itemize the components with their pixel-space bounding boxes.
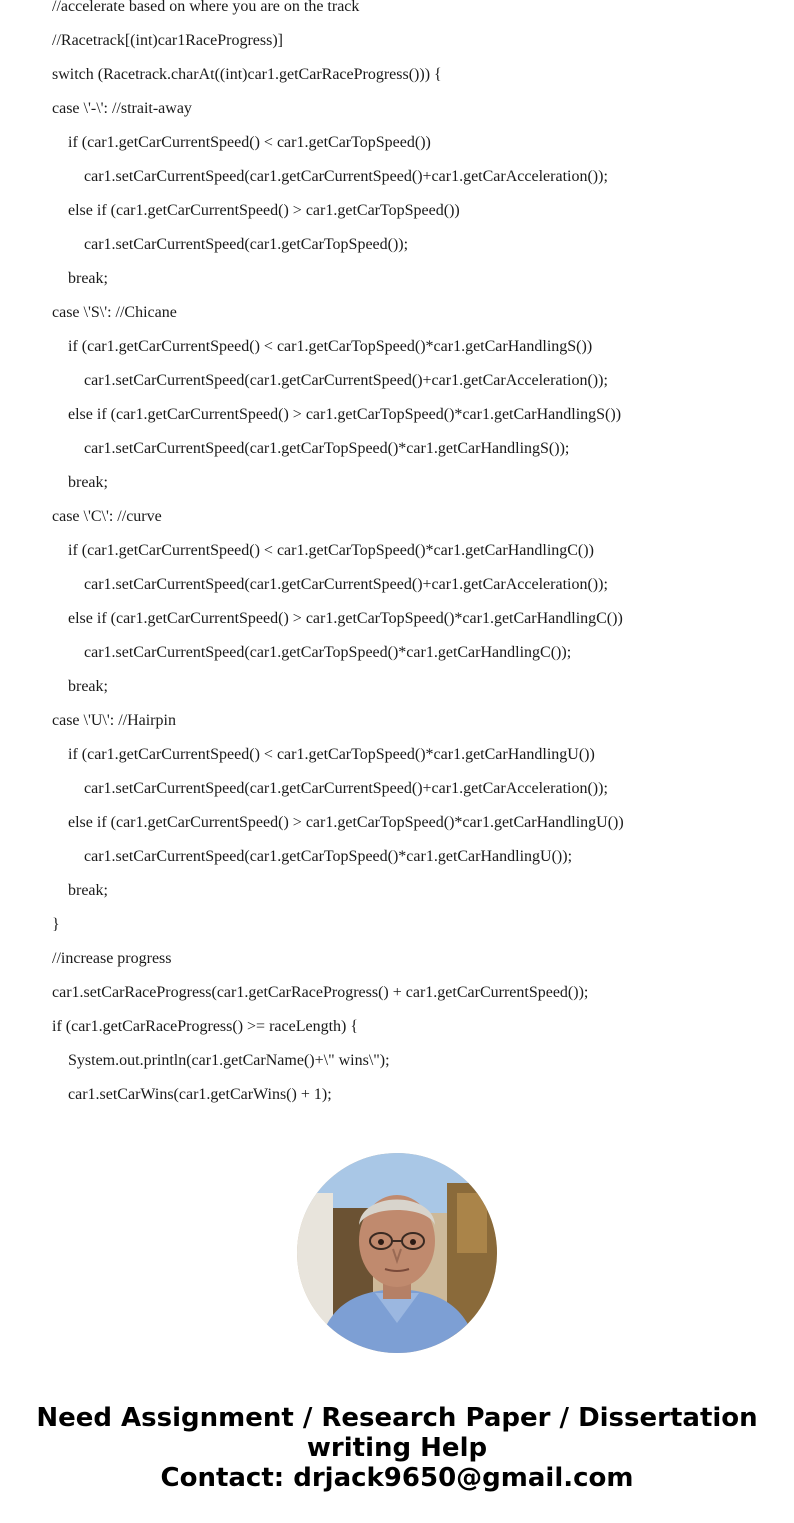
code-line: else if (car1.getCarCurrentSpeed() > car1.getCarTopSpeed()*car1.getCarHandlingC()) — [68, 610, 623, 627]
code-line: if (car1.getCarCurrentSpeed() < car1.getCarTopSpeed()*car1.getCarHandlingU()) — [68, 746, 595, 763]
code-line: switch (Racetrack.charAt((int)car1.getCarRaceProgress())) { — [52, 66, 442, 83]
code-line: car1.setCarCurrentSpeed(car1.getCarTopSpeed()); — [84, 236, 409, 253]
code-line: car1.setCarCurrentSpeed(car1.getCarCurrentSpeed()+car1.getCarAcceleration()); — [84, 168, 608, 185]
code-line: System.out.println(car1.getCarName()+\" wins\"); — [68, 1052, 390, 1069]
promo-line-1: Need Assignment / Research Paper / Dissertation — [36, 1403, 758, 1433]
code-line: case \'C\': //curve — [52, 508, 162, 525]
code-line: else if (car1.getCarCurrentSpeed() > car1.getCarTopSpeed()*car1.getCarHandlingU()) — [68, 814, 624, 831]
code-line: if (car1.getCarCurrentSpeed() < car1.getCarTopSpeed()*car1.getCarHandlingS()) — [68, 338, 593, 355]
code-line: //increase progress — [52, 950, 172, 967]
code-line: car1.setCarRaceProgress(car1.getCarRaceProgress() + car1.getCarCurrentSpeed()); — [52, 984, 589, 1001]
code-line: car1.setCarWins(car1.getCarWins() + 1); — [68, 1086, 332, 1103]
code-line: if (car1.getCarRaceProgress() >= raceLength) { — [52, 1018, 359, 1035]
promo-banner — [0, 1403, 794, 1493]
author-portrait-avatar — [297, 1153, 497, 1353]
code-line: car1.setCarCurrentSpeed(car1.getCarTopSpeed()*car1.getCarHandlingS()); — [84, 440, 570, 457]
code-line: car1.setCarCurrentSpeed(car1.getCarTopSpeed()*car1.getCarHandlingU()); — [84, 848, 573, 865]
code-line: break; — [68, 474, 108, 491]
code-line: case \'S\': //Chicane — [52, 304, 177, 321]
code-line: if (car1.getCarCurrentSpeed() < car1.getCarTopSpeed()*car1.getCarHandlingC()) — [68, 542, 594, 559]
code-line: else if (car1.getCarCurrentSpeed() > car1.getCarTopSpeed()*car1.getCarHandlingS()) — [68, 406, 622, 423]
code-line: car1.setCarCurrentSpeed(car1.getCarCurrentSpeed()+car1.getCarAcceleration()); — [84, 576, 608, 593]
code-line: break; — [68, 678, 108, 695]
code-line: if (car1.getCarCurrentSpeed() < car1.getCarTopSpeed()) — [68, 134, 431, 151]
code-line: } — [52, 916, 60, 933]
code-line: car1.setCarCurrentSpeed(car1.getCarCurrentSpeed()+car1.getCarAcceleration()); — [84, 372, 608, 389]
code-line: break; — [68, 270, 108, 287]
code-line: case \'-\': //strait-away — [52, 100, 192, 117]
portrait-image — [297, 1153, 497, 1353]
code-line: else if (car1.getCarCurrentSpeed() > car1.getCarTopSpeed()) — [68, 202, 460, 219]
code-line: car1.setCarCurrentSpeed(car1.getCarTopSpeed()*car1.getCarHandlingC()); — [84, 644, 572, 661]
code-line: //accelerate based on where you are on the track — [52, 0, 360, 15]
code-line: //Racetrack[(int)car1RaceProgress)] — [52, 32, 283, 49]
code-line: case \'U\': //Hairpin — [52, 712, 176, 729]
code-line: break; — [68, 882, 108, 899]
promo-line-2: writing Help — [306, 1433, 488, 1463]
code-line: car1.setCarCurrentSpeed(car1.getCarCurrentSpeed()+car1.getCarAcceleration()); — [84, 780, 608, 797]
promo-contact-line: Contact: drjack9650@gmail.com — [160, 1463, 634, 1493]
